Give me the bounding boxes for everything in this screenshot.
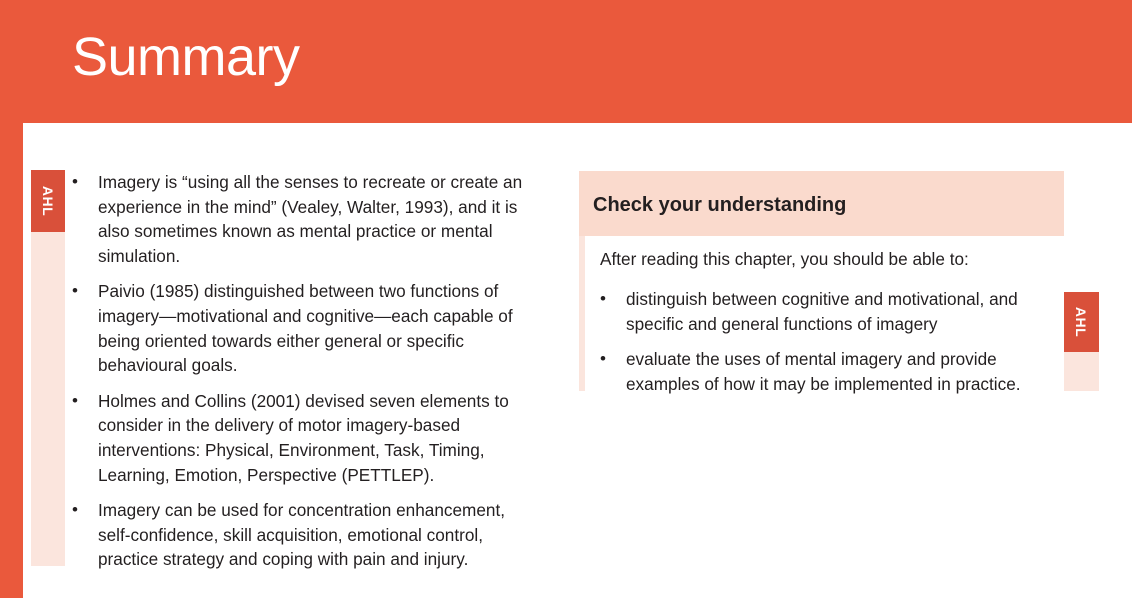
objective-bullet: • distinguish between cognitive and motivational, and specific and general functions of imagery [600,287,1060,336]
check-understanding-intro: After reading this chapter, you should be able to: [600,249,969,269]
check-understanding-title: Check your understanding [593,194,847,216]
ahl-tab-right [1064,292,1099,352]
page-title: Summary [72,27,300,87]
summary-bullet: • Holmes and Collins (2001) devised seven elements to consider in the delivery of motor imagery-based interventions: Physical, Environment, Task, Timing, Learning, Emotion, Perspective (PETTLEP). [72,389,542,487]
summary-bullet: • Imagery can be used for concentration enhancement, self-confidence, skill acquisition, emotional control, practice strategy and coping with pain and injury. [72,498,542,572]
ahl-tab-left [31,170,65,232]
summary-list [72,170,542,583]
summary-bullet: • Imagery is “using all the senses to recreate or create an experience in the mind” (Vealey, Walter, 1993), and it is also sometimes known as mental practice or mental simulation. [72,170,542,268]
ahl-label-right: AHL [1073,306,1090,338]
objective-bullet: • evaluate the uses of mental imagery and provide examples of how it may be implemented in practice. [600,347,1060,396]
left-edge-stripe [0,123,23,598]
summary-bullet: • Paivio (1985) distinguished between two functions of imagery—motivational and cognitive—each capable of being oriented towards either general or specific behavioural goals. [72,279,542,377]
check-understanding-header [579,171,1064,236]
check-understanding-rule [579,236,585,391]
ahl-label-left: AHL [40,185,56,217]
check-understanding-list [600,287,1060,407]
